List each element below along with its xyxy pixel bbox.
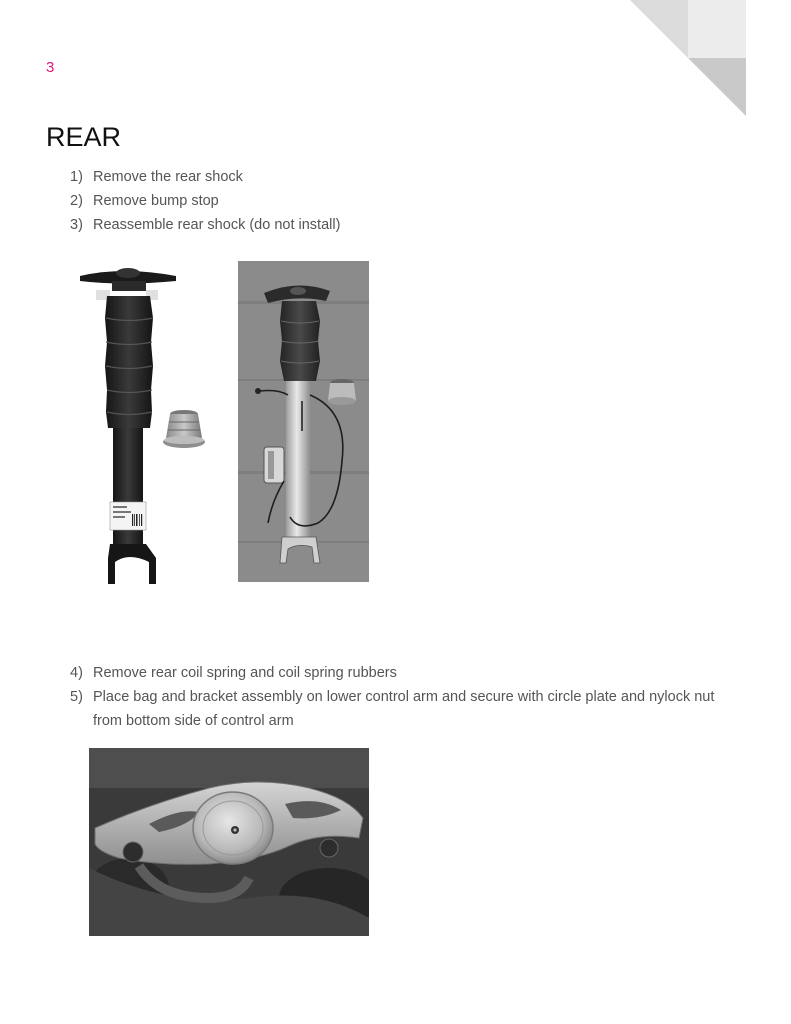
list-item [70, 661, 745, 685]
step-text: Remove the rear shock [93, 169, 243, 185]
step-number: 1) [70, 169, 83, 185]
step-text: Remove rear coil spring and coil spring rubbers [93, 665, 397, 681]
rear-shock-photo [52, 262, 212, 586]
step-number: 3) [70, 217, 83, 233]
section-title: REAR [46, 122, 122, 152]
list-item [70, 165, 670, 189]
list-item [70, 189, 670, 213]
steps-list-2 [70, 661, 745, 733]
step-number: 2) [70, 193, 83, 209]
steps-list-1 [70, 165, 670, 237]
step-number: 4) [70, 665, 83, 681]
list-item [70, 213, 670, 237]
step-text: Place bag and bracket assembly on lower control arm and secure with circle plate and nylock nut from bottom side of control arm [93, 689, 715, 729]
control-arm-photo [89, 748, 369, 936]
page-number: 3 [46, 59, 55, 76]
step-number: 5) [70, 689, 83, 705]
reassembled-shock-photo [238, 261, 369, 582]
list-item [70, 685, 745, 733]
step-text: Reassemble rear shock (do not install) [93, 217, 341, 233]
step-text: Remove bump stop [93, 193, 219, 209]
page-corner-decoration [630, 0, 746, 116]
